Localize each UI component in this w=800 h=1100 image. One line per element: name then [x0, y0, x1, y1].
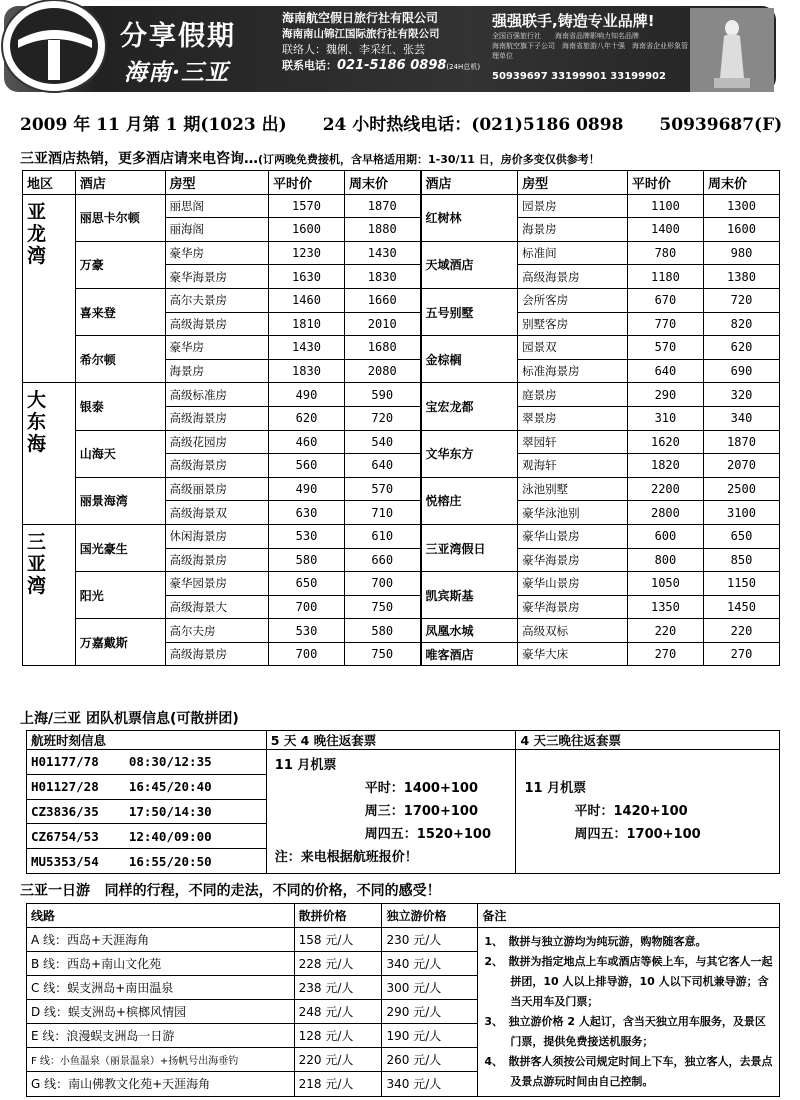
- group-price: 248 元/人: [294, 999, 382, 1023]
- weekend-price: 3100: [703, 501, 779, 525]
- weekend-price: 1870: [703, 430, 779, 454]
- tour-notes: [478, 927, 780, 1096]
- room-type: 高级海景房: [165, 642, 268, 666]
- weekend-price: 340: [703, 406, 779, 430]
- weekend-price: 710: [344, 501, 420, 525]
- weekday-price: 700: [268, 595, 344, 619]
- room-type: 高级海景房: [165, 548, 268, 572]
- hotel-name: 希尔顿: [75, 336, 165, 383]
- weekday-price: 1180: [627, 265, 703, 289]
- contact-phone: 联系电话：021-5186 0898(24H总机): [282, 58, 481, 73]
- weekday-price: 600: [627, 524, 703, 548]
- company-name-1: 海南航空假日旅行社有限公司: [282, 11, 439, 25]
- hotel-section-title: 三亚酒店热销，更多酒店请来电咨询…(订两晚免费接机，含早格适用期：1-30/11 日，房价多变仅供参考！: [20, 151, 600, 167]
- weekend-price: 720: [703, 288, 779, 312]
- flight-table-header: 航班时刻信息 5 天 4 晚往返套票 4 天三晚往返套票: [27, 731, 780, 750]
- hotel-table-header: 地区 酒店 房型 平时价 周末价 酒店 房型 平时价 周末价: [23, 171, 780, 195]
- weekday-price: 1230: [268, 241, 344, 265]
- hotel-row: [23, 524, 780, 548]
- group-price: 238 元/人: [294, 975, 382, 999]
- private-price: 190 元/人: [382, 1024, 478, 1048]
- weekend-price: 540: [344, 430, 420, 454]
- region-name: 三亚湾: [23, 524, 76, 666]
- group-price: 218 元/人: [294, 1072, 382, 1096]
- weekday-price: 1600: [268, 218, 344, 242]
- weekday-price: 290: [627, 383, 703, 407]
- tour-note: 2、 散拼为指定地点上车或酒店等候上车，与其它客人一起拼团，10 人以上排导游，10 人以下司机兼导游；含当天用车及门票；: [484, 954, 773, 1008]
- weekday-price: 570: [627, 336, 703, 360]
- weekday-price: 2200: [627, 477, 703, 501]
- flight-table: [26, 730, 780, 874]
- weekday-price: 1830: [268, 359, 344, 383]
- weekend-price: 1450: [703, 595, 779, 619]
- private-price: 260 元/人: [382, 1048, 478, 1072]
- other-phones: 50939697 33199901 33199902: [492, 71, 666, 82]
- weekend-price: 700: [344, 572, 420, 596]
- room-type: 高级海景房: [165, 454, 268, 478]
- weekend-price: 1830: [344, 265, 420, 289]
- room-type: 豪华园景房: [165, 572, 268, 596]
- room-type: 园景房: [518, 194, 628, 218]
- weekday-price: 310: [627, 406, 703, 430]
- weekend-price: 1680: [344, 336, 420, 360]
- hotel-name: 丽思卡尔顿: [75, 194, 165, 241]
- weekend-price: 1300: [703, 194, 779, 218]
- issue-line: [20, 110, 790, 135]
- tour-route: A 线：西岛+天涯海角: [27, 927, 295, 951]
- tour-route: B 线：西岛+南山文化苑: [27, 951, 295, 975]
- hotel-name: 万嘉戴斯: [75, 619, 165, 666]
- five-day-package: 11 月机票 平时：1400+100 周三：1700+100 周四五：1520+100 注：来电根据航班报价！: [266, 750, 516, 874]
- weekend-price: 820: [703, 312, 779, 336]
- slogan-box: [492, 10, 692, 82]
- weekend-price: 590: [344, 383, 420, 407]
- award-line-2: 海南航空旗下子公司 海南省旅游八年十强 海南省企业形象管理单位: [492, 42, 688, 60]
- room-type: 豪华海景房: [165, 265, 268, 289]
- hotel-row: [23, 288, 780, 312]
- weekend-price: 1660: [344, 288, 420, 312]
- tour-route: E 线：浪漫蜈支洲岛一日游: [27, 1024, 295, 1048]
- weekday-price: 1810: [268, 312, 344, 336]
- room-type: 高级海景房: [165, 406, 268, 430]
- room-type: 观海轩: [518, 454, 628, 478]
- hotel-row: [23, 477, 780, 501]
- hotel-name: 喜来登: [75, 288, 165, 335]
- room-type: 园景双: [518, 336, 628, 360]
- hotel-note: (订两晚免费接机，含早格适用期：1-30/11 日，房价多变仅供参考！: [258, 153, 600, 166]
- tour-route: D 线：蜈支洲岛+槟榔风情园: [27, 999, 295, 1023]
- hotel-row: [23, 336, 780, 360]
- weekday-price: 780: [627, 241, 703, 265]
- private-price: 290 元/人: [382, 999, 478, 1023]
- weekday-price: 1460: [268, 288, 344, 312]
- weekday-price: 490: [268, 383, 344, 407]
- room-type: 豪华房: [165, 241, 268, 265]
- weekend-price: 1880: [344, 218, 420, 242]
- room-type: 豪华山景房: [518, 572, 628, 596]
- weekend-price: 1380: [703, 265, 779, 289]
- room-type: 标准间: [518, 241, 628, 265]
- room-type: 豪华大床: [518, 642, 628, 666]
- hotel-name: 阳光: [75, 572, 165, 619]
- room-type: 丽海阁: [165, 218, 268, 242]
- room-type: 翠园轩: [518, 430, 628, 454]
- weekday-price: 270: [627, 642, 703, 666]
- weekday-price: 620: [268, 406, 344, 430]
- company-info: [282, 10, 482, 75]
- room-type: 海景房: [165, 359, 268, 383]
- tour-note: 4、 散拼客人须按公司规定时间上下车，独立客人，去景点及景点游玩时间由自己控制。: [484, 1054, 773, 1088]
- hotel-name: 三亚湾假日: [421, 524, 518, 571]
- hotel-name: 悦榕庄: [421, 477, 518, 524]
- flight-row: H01177/78 08:30/12:35: [27, 750, 267, 775]
- room-type: 休闲海景房: [165, 524, 268, 548]
- weekend-price: 1870: [344, 194, 420, 218]
- room-type: 高级海景房: [165, 312, 268, 336]
- weekday-price: 700: [268, 642, 344, 666]
- hotel-name: 天域酒店: [421, 241, 518, 288]
- hotel-name: 五号别墅: [421, 288, 518, 335]
- day-tour-table: [26, 903, 780, 1097]
- logo-icon: [0, 0, 110, 98]
- tour-subtitle: 同样的行程，不同的走法，不同的价格，不同的感受！: [104, 883, 441, 899]
- weekend-price: 1150: [703, 572, 779, 596]
- flight-row: MU5353/54 16:55/20:50: [27, 849, 267, 874]
- hotel-name: 凤凰水城: [421, 619, 518, 643]
- tour-row: [27, 927, 780, 951]
- weekend-price: 1430: [344, 241, 420, 265]
- room-type: 高级丽景房: [165, 477, 268, 501]
- hotel-name: 国光豪生: [75, 524, 165, 571]
- award-line-1: 全国百强旅行社 海南省品牌影响力知名品牌: [492, 32, 639, 40]
- hotel-row: [23, 383, 780, 407]
- weekend-price: 1600: [703, 218, 779, 242]
- weekend-price: 620: [703, 336, 779, 360]
- hotel-name: 文华东方: [421, 430, 518, 477]
- hotel-row: [23, 619, 780, 643]
- weekend-price: 2500: [703, 477, 779, 501]
- room-type: 丽思阁: [165, 194, 268, 218]
- tour-section-title: 三亚一日游 同样的行程，不同的走法，不同的价格，不同的感受！: [20, 883, 441, 899]
- hotel-name: 丽景海湾: [75, 477, 165, 524]
- hotel-name: 宝宏龙都: [421, 383, 518, 430]
- weekend-price: 980: [703, 241, 779, 265]
- weekday-price: 460: [268, 430, 344, 454]
- weekday-price: 1570: [268, 194, 344, 218]
- company-name-2: 海南南山锦江国际旅行社有限公司: [282, 28, 440, 40]
- brand-subtitle: 海南·三亚: [124, 59, 230, 86]
- issue-date: 2009 年 11 月第 1 期(1023 出): [20, 115, 287, 135]
- hotel-row: [23, 572, 780, 596]
- weekday-price: 650: [268, 572, 344, 596]
- weekend-price: 660: [344, 548, 420, 572]
- guanyin-statue-icon: [690, 8, 774, 92]
- weekday-price: 1620: [627, 430, 703, 454]
- weekend-price: 580: [344, 619, 420, 643]
- room-type: 豪华泳池别: [518, 501, 628, 525]
- weekday-price: 1430: [268, 336, 344, 360]
- room-type: 海景房: [518, 218, 628, 242]
- hotel-name: 银泰: [75, 383, 165, 430]
- group-price: 158 元/人: [294, 927, 382, 951]
- weekday-price: 530: [268, 619, 344, 643]
- weekday-price: 1100: [627, 194, 703, 218]
- weekend-price: 640: [344, 454, 420, 478]
- contacts: 联络人：魏俐、李采红、张芸: [282, 43, 425, 56]
- room-type: 高级标准房: [165, 383, 268, 407]
- group-price: 128 元/人: [294, 1024, 382, 1048]
- flight-row: H01127/28 16:45/20:40: [27, 774, 267, 799]
- room-type: 豪华海景房: [518, 595, 628, 619]
- room-type: 高尔夫房: [165, 619, 268, 643]
- hotel-price-table: [22, 170, 780, 666]
- hotel-name: 凯宾斯基: [421, 572, 518, 619]
- room-type: 高级花园房: [165, 430, 268, 454]
- group-price: 228 元/人: [294, 951, 382, 975]
- room-type: 泳池别墅: [518, 477, 628, 501]
- fax: 50939687(F): [659, 115, 783, 135]
- flight-row: CZ6754/53 12:40/09:00: [27, 824, 267, 849]
- room-type: 高级海景双: [165, 501, 268, 525]
- weekday-price: 1630: [268, 265, 344, 289]
- four-day-package: 11 月机票 平时：1420+100 周四五：1700+100: [516, 750, 780, 874]
- private-price: 340 元/人: [382, 951, 478, 975]
- hotel-row: [23, 241, 780, 265]
- hotel-name: 唯客酒店: [421, 642, 518, 666]
- weekday-price: 800: [627, 548, 703, 572]
- weekday-price: 220: [627, 619, 703, 643]
- weekday-price: 490: [268, 477, 344, 501]
- phone-number[interactable]: 021-5186 0898: [337, 58, 447, 73]
- weekend-price: 270: [703, 642, 779, 666]
- slogan: 强强联手,铸造专业品牌!: [492, 12, 655, 30]
- weekend-price: 2010: [344, 312, 420, 336]
- flight-section-title: 上海/三亚 团队机票信息(可散拼团): [20, 711, 239, 727]
- room-type: 高级海景房: [518, 265, 628, 289]
- weekday-price: 1050: [627, 572, 703, 596]
- weekday-price: 640: [627, 359, 703, 383]
- weekend-price: 690: [703, 359, 779, 383]
- room-type: 标准海景房: [518, 359, 628, 383]
- weekend-price: 750: [344, 642, 420, 666]
- private-price: 340 元/人: [382, 1072, 478, 1096]
- weekend-price: 570: [344, 477, 420, 501]
- weekend-price: 850: [703, 548, 779, 572]
- room-type: 豪华海景房: [518, 548, 628, 572]
- brand-name: 分享假期: [120, 21, 236, 52]
- weekend-price: 720: [344, 406, 420, 430]
- weekday-price: 1820: [627, 454, 703, 478]
- room-type: 豪华房: [165, 336, 268, 360]
- room-type: 别墅客房: [518, 312, 628, 336]
- region-name: 亚龙湾: [23, 194, 76, 383]
- room-type: 会所客房: [518, 288, 628, 312]
- weekend-price: 750: [344, 595, 420, 619]
- header-banner: [0, 0, 800, 98]
- tour-route: C 线：蜈支洲岛+南田温泉: [27, 975, 295, 999]
- weekday-price: 630: [268, 501, 344, 525]
- room-type: 高尔夫景房: [165, 288, 268, 312]
- tour-route: G 线：南山佛教文化苑+天涯海角: [27, 1072, 295, 1096]
- flight-row: CZ3836/35 17:50/14:30: [27, 799, 267, 824]
- weekend-price: 2080: [344, 359, 420, 383]
- room-type: 翠景房: [518, 406, 628, 430]
- hotel-row: [23, 194, 780, 218]
- room-type: 庭景房: [518, 383, 628, 407]
- hotel-name: 山海天: [75, 430, 165, 477]
- weekday-price: 770: [627, 312, 703, 336]
- weekend-price: 320: [703, 383, 779, 407]
- weekday-price: 560: [268, 454, 344, 478]
- weekday-price: 1350: [627, 595, 703, 619]
- private-price: 230 元/人: [382, 927, 478, 951]
- weekday-price: 670: [627, 288, 703, 312]
- room-type: 豪华山景房: [518, 524, 628, 548]
- weekend-price: 220: [703, 619, 779, 643]
- room-type: 高级双标: [518, 619, 628, 643]
- tour-note: 3、 独立游价格 2 人起订，含当天独立用车服务，及景区门票，提供免费接送机服务；: [484, 1014, 766, 1048]
- group-price: 220 元/人: [294, 1048, 382, 1072]
- hotel-name: 红树林: [421, 194, 518, 241]
- weekend-price: 2070: [703, 454, 779, 478]
- hotel-name: 万豪: [75, 241, 165, 288]
- hotel-name: 金棕榈: [421, 336, 518, 383]
- weekday-price: 580: [268, 548, 344, 572]
- weekday-price: 1400: [627, 218, 703, 242]
- private-price: 300 元/人: [382, 975, 478, 999]
- weekday-price: 2800: [627, 501, 703, 525]
- region-name: 大东海: [23, 383, 76, 525]
- hotel-row: [23, 430, 780, 454]
- hotline[interactable]: 24 小时热线电话：(021)5186 0898: [322, 115, 624, 135]
- room-type: 高级海景大: [165, 595, 268, 619]
- tour-table-header: 线路 散拼价格 独立游价格 备注: [27, 904, 780, 928]
- weekday-price: 530: [268, 524, 344, 548]
- weekend-price: 650: [703, 524, 779, 548]
- tour-note: 1、 散拼与独立游均为纯玩游，购物随客意。: [484, 934, 707, 948]
- weekend-price: 610: [344, 524, 420, 548]
- tour-route: F 线：小鱼温泉（丽景温泉）+扬帆号出海垂钓: [27, 1048, 295, 1072]
